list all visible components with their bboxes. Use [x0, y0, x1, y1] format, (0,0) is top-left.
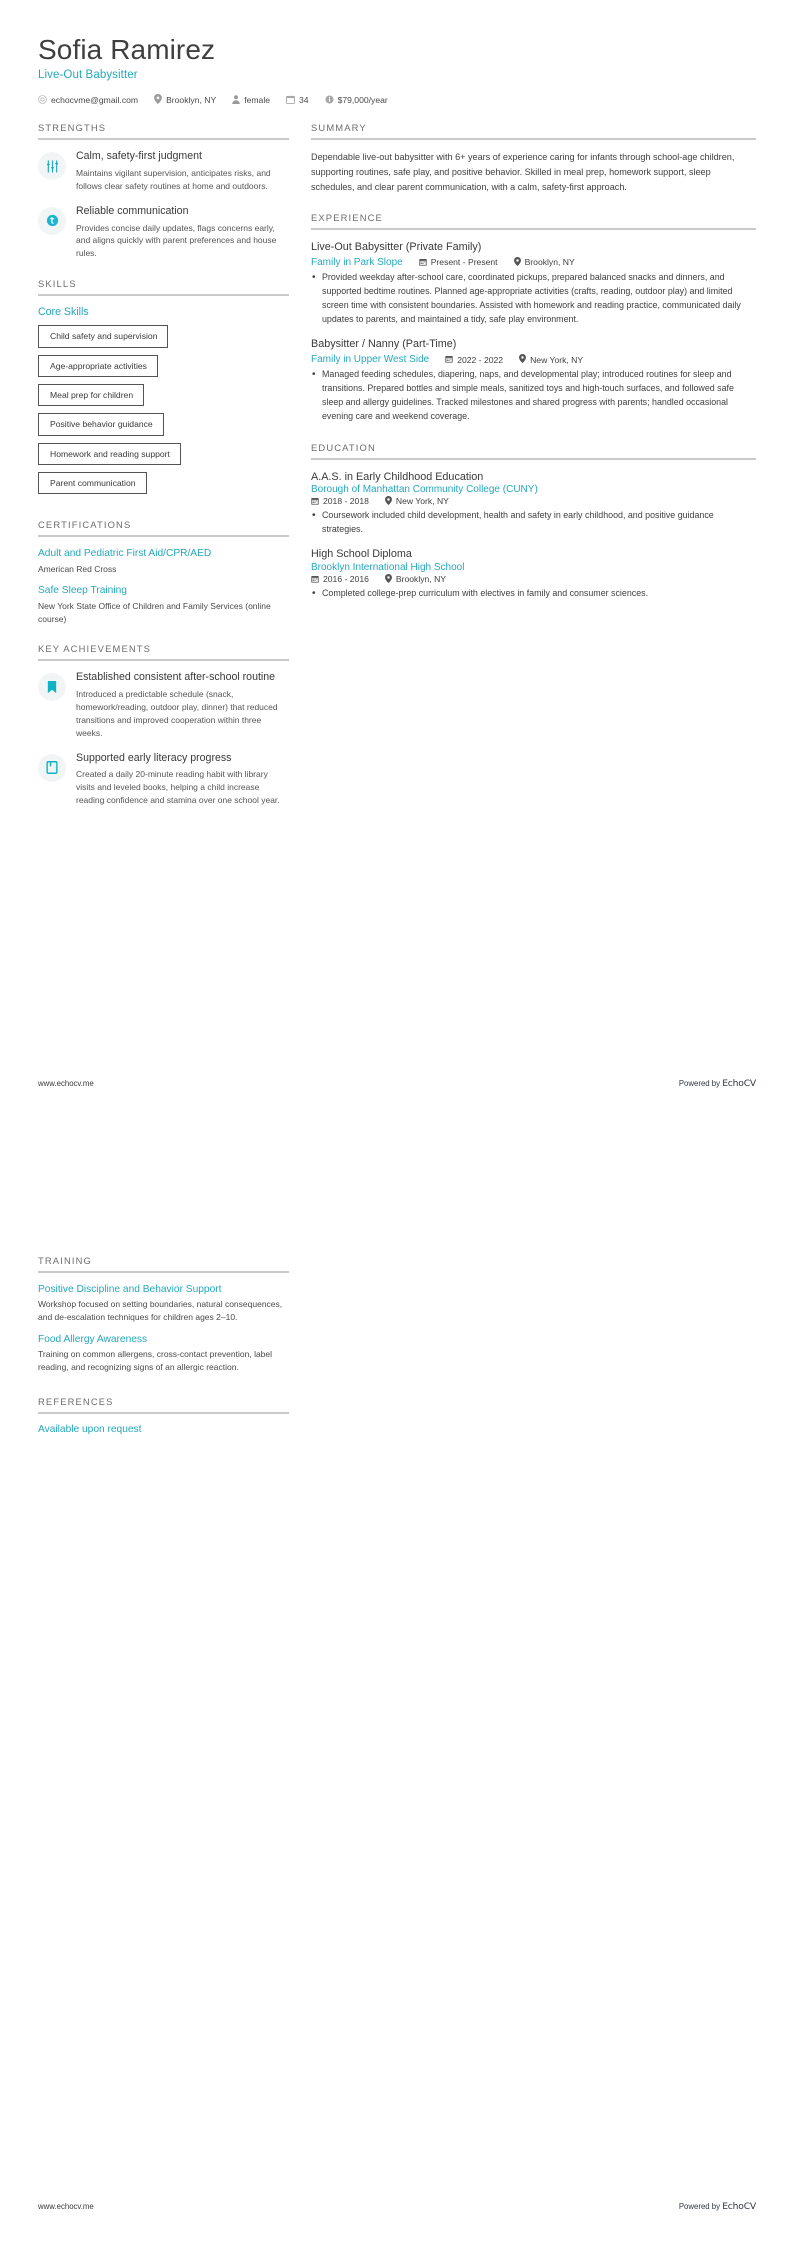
achievement-item [38, 671, 289, 739]
achievement-body [76, 752, 289, 807]
experience-location-value: New York, NY [530, 354, 584, 365]
education-school: Borough of Manhattan Community College (CUNY) [311, 484, 538, 496]
divider [311, 458, 756, 460]
education-dates [311, 496, 369, 506]
education-meta [311, 574, 756, 585]
location-pin-icon [385, 496, 392, 507]
contact-location-value: Brooklyn, NY [166, 95, 217, 106]
footer-website: www.echocv.me [38, 1079, 94, 1088]
experience-dates-value: 2022 - 2022 [457, 354, 504, 365]
strength-title: Calm, safety-first judgment [76, 150, 202, 163]
footer-brand [679, 2201, 756, 2212]
page-title: Sofia Ramirez [38, 34, 216, 65]
divider [38, 659, 289, 661]
certification-name: Adult and Pediatric First Aid/CPR/AED [38, 548, 212, 560]
section-achievements [38, 643, 289, 807]
footer-website: www.echocv.me [38, 2202, 94, 2211]
strength-body [76, 205, 289, 260]
skill-chip: Parent communication [38, 472, 147, 494]
section-title-strengths: STRENGTHS [38, 122, 107, 134]
section-title-achievements: KEY ACHIEVEMENTS [38, 643, 152, 655]
experience-entry [311, 337, 756, 423]
achievement-desc: Introduced a predictable schedule (snack, homework/reading, outdoor play, dinner) that reduced transitions and improved cooperation within three weeks. [76, 689, 278, 738]
experience-dates [419, 257, 498, 267]
section-title-certifications: CERTIFICATIONS [38, 519, 132, 531]
certification-name: Safe Sleep Training [38, 585, 127, 597]
skills-group-title: Core Skills [38, 306, 89, 319]
training-name: Positive Discipline and Behavior Support [38, 1284, 222, 1295]
person-icon [232, 95, 240, 106]
certification-item [38, 547, 289, 575]
section-title-training: TRAINING [38, 1255, 92, 1266]
experience-meta [311, 354, 756, 365]
resume-page-2 [0, 1123, 794, 2246]
footer-powered-label: Powered by [678, 2202, 723, 2211]
info-icon [325, 95, 334, 106]
training-item [38, 1333, 289, 1374]
right-column [311, 122, 756, 618]
contact-email [38, 95, 138, 106]
section-references [38, 1396, 289, 1435]
section-certifications [38, 519, 289, 625]
experience-location [519, 354, 583, 365]
location-pin-icon [514, 257, 521, 268]
achievement-body [76, 671, 289, 739]
footer-brand-name: EchoCV [722, 1078, 756, 1089]
contact-salary-value: $79,000/year [337, 95, 388, 106]
training-desc: Training on common allergens, cross-contact prevention, label reading, and recognizing signs of an allergic reaction. [38, 1349, 273, 1373]
left-column-page2 [38, 1255, 289, 1453]
references-text: Available upon request [38, 1423, 142, 1435]
calendar-icon [286, 95, 295, 106]
contact-email-value: echocvme@gmail.com [51, 95, 139, 106]
chat-bubble-icon [38, 207, 66, 235]
summary-text: Dependable live-out babysitter with 6+ years of experience caring for infants through school-age children, supporting routines, safe play, and positive behavior. Skilled in meal prep, homework support, sleep schedules, and clear parent communication, with a calm, safety-first approach. [311, 152, 735, 192]
experience-bullet: • Managed feeding schedules, diapering, naps, and developmental play; introduced routines for sleep and transitions. Prepared bottles and simple meals, sanitized toys and high-touch surfaces, and followed safe sleep and allergy guidelines. Tracked milestones and shared progress with parents; handled occasional evening care and weekend coverage. [311, 368, 756, 424]
skill-chip: Meal prep for children [38, 384, 144, 406]
bookmark-icon [38, 673, 66, 701]
education-entry [311, 547, 756, 600]
certification-org: New York State Office of Children and Family Services (online course) [38, 600, 271, 624]
calendar-icon [445, 355, 453, 365]
experience-dates [445, 355, 503, 365]
calendar-icon [311, 575, 319, 585]
strength-title: Reliable communication [76, 204, 189, 217]
skill-chip: Positive behavior guidance [38, 413, 164, 435]
experience-meta [311, 257, 756, 268]
contact-location [154, 94, 216, 106]
experience-entry [311, 240, 756, 326]
skill-chip: Homework and reading support [38, 443, 181, 465]
contact-salary [325, 95, 388, 106]
education-location-value: New York, NY [395, 496, 449, 507]
section-training [38, 1255, 289, 1374]
experience-role: Babysitter / Nanny (Part-Time) [311, 338, 457, 351]
divider [311, 228, 756, 230]
education-dates-value: 2016 - 2016 [323, 574, 369, 585]
certification-org: American Red Cross [38, 563, 117, 574]
education-dates-value: 2018 - 2018 [323, 496, 369, 507]
strength-item [38, 150, 289, 193]
divider [38, 1412, 289, 1414]
training-desc: Workshop focused on setting boundaries, natural consequences, and de-escalation techniques for children ages 2–10. [38, 1299, 283, 1323]
education-school: Brooklyn International High School [311, 562, 465, 573]
training-item [38, 1283, 289, 1324]
experience-bullets [311, 271, 756, 327]
education-bullets [311, 587, 756, 601]
email-icon [38, 95, 47, 106]
education-entry [311, 470, 756, 537]
education-location [385, 496, 449, 507]
education-bullets [311, 509, 756, 537]
calendar-icon [311, 497, 319, 507]
education-degree: High School Diploma [311, 548, 412, 561]
section-title-experience: EXPERIENCE [311, 212, 383, 224]
section-experience [311, 212, 756, 423]
achievement-desc: Created a daily 20-minute reading habit with library visits and leveled books, helping a child increase reading confidence and stamina over one school year. [76, 769, 280, 806]
education-dates [311, 574, 369, 584]
location-pin-icon [519, 354, 526, 365]
achievement-item [38, 752, 289, 807]
job-title: Live-Out Babysitter [38, 69, 138, 82]
strength-item [38, 205, 289, 260]
divider [38, 535, 289, 537]
section-title-skills: SKILLS [38, 278, 77, 290]
page1-columns [38, 122, 756, 825]
contact-age [286, 95, 309, 106]
achievement-title: Supported early literacy progress [76, 751, 232, 764]
footer-brand [679, 1078, 756, 1089]
divider [38, 138, 289, 140]
education-degree: A.A.S. in Early Childhood Education [311, 470, 484, 483]
contact-gender [232, 95, 270, 106]
education-location-value: Brooklyn, NY [395, 574, 447, 585]
book-icon [38, 754, 66, 782]
page-footer [38, 2201, 756, 2212]
education-bullet: • Coursework included child development, health and safety in early childhood, and positive guidance strategies. [311, 509, 756, 537]
strength-desc: Provides concise daily updates, flags concerns early, and aligns quickly with parent preferences and house rules. [76, 222, 277, 259]
strength-body [76, 150, 289, 193]
experience-role: Live-Out Babysitter (Private Family) [311, 241, 482, 254]
section-skills [38, 278, 289, 501]
contact-gender-value: female [244, 95, 271, 106]
certification-item [38, 584, 289, 625]
experience-dates-value: Present - Present [430, 257, 498, 268]
divider [311, 138, 756, 140]
footer-powered-label: Powered by [678, 1079, 723, 1088]
section-summary [311, 122, 756, 194]
sliders-icon [38, 152, 66, 180]
section-education [311, 442, 756, 601]
section-title-education: EDUCATION [311, 441, 376, 453]
footer-brand-name: EchoCV [722, 2201, 756, 2212]
contact-row [38, 94, 756, 106]
training-name: Food Allergy Awareness [38, 1333, 148, 1345]
education-bullet: • Completed college-prep curriculum with electives in family and consumer sciences. [311, 587, 756, 601]
section-strengths [38, 122, 289, 260]
education-location [385, 574, 446, 585]
divider [38, 1271, 289, 1273]
divider [38, 294, 289, 296]
experience-location [514, 257, 575, 268]
page-footer [38, 1078, 756, 1089]
experience-bullets [311, 368, 756, 424]
page2-columns [38, 1255, 756, 1453]
section-title-summary: SUMMARY [311, 122, 367, 134]
left-column [38, 122, 289, 825]
contact-age-value: 34 [299, 95, 309, 106]
experience-location-value: Brooklyn, NY [524, 257, 575, 268]
location-pin-icon [154, 94, 162, 106]
experience-bullet: • Provided weekday after-school care, coordinated pickups, prepared balanced snacks and dinners, and supported bedtime routines. Planned age-appropriate activities (crafts, reading, outdoor play) and limited screen time with consistent boundaries. Assisted with homework and reading practice, communicated daily updates to parents, and maintained a tidy, safe play environment. [311, 271, 756, 327]
education-meta [311, 496, 756, 507]
calendar-icon [419, 258, 427, 268]
skill-chip-list [38, 325, 289, 501]
experience-org: Family in Park Slope [311, 256, 403, 268]
achievement-title: Established consistent after-school routine [76, 671, 276, 684]
resume-header [38, 34, 756, 106]
location-pin-icon [385, 574, 392, 585]
experience-org: Family in Upper West Side [311, 354, 430, 366]
skill-chip: Child safety and supervision [38, 325, 168, 347]
section-title-references: REFERENCES [38, 1395, 114, 1407]
strength-desc: Maintains vigilant supervision, anticipates risks, and follows clear safety routines at home and outdoors. [76, 167, 271, 191]
skill-chip: Age-appropriate activities [38, 355, 158, 377]
